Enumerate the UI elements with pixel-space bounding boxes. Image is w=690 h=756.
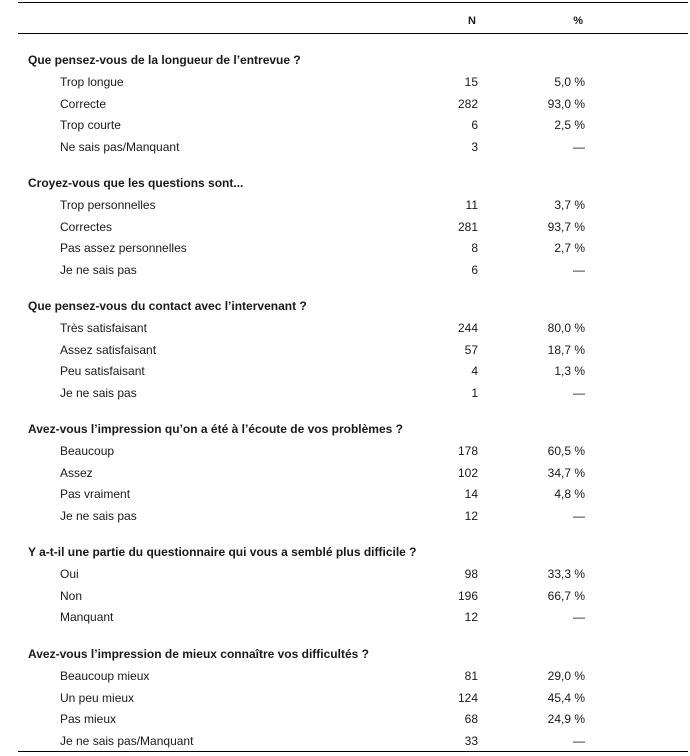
answer-percent: 45,4 % bbox=[547, 690, 585, 705]
table-row bbox=[0, 261, 690, 279]
answer-percent: — bbox=[573, 610, 585, 624]
table-row bbox=[0, 362, 690, 380]
answer-label: Assez bbox=[60, 465, 93, 480]
answer-percent: 1,3 % bbox=[554, 364, 585, 378]
table-row bbox=[0, 732, 690, 750]
table-row bbox=[0, 239, 690, 257]
answer-percent: 80,0 % bbox=[547, 321, 585, 335]
answer-percent: 2,5 % bbox=[554, 118, 585, 132]
top-rule bbox=[18, 2, 688, 3]
answer-label: Je ne sais pas bbox=[60, 262, 137, 277]
answer-count: 6 bbox=[471, 262, 478, 277]
answer-label: Trop longue bbox=[60, 75, 124, 89]
answer-percent: 93,7 % bbox=[547, 219, 585, 234]
answer-label: Je ne sais pas bbox=[60, 508, 137, 523]
answer-label: Manquant bbox=[60, 610, 114, 624]
answer-count: 12 bbox=[464, 508, 478, 523]
answer-label: Peu satisfaisant bbox=[60, 364, 145, 378]
answer-count: 15 bbox=[464, 75, 478, 89]
table-row bbox=[0, 95, 690, 113]
answer-percent: 29,0 % bbox=[547, 669, 585, 683]
answer-label: Trop courte bbox=[60, 118, 121, 132]
answer-count: 124 bbox=[457, 690, 478, 705]
table-row bbox=[0, 485, 690, 503]
table-header bbox=[0, 12, 690, 30]
answer-label: Beaucoup mieux bbox=[60, 669, 150, 683]
answer-percent: 24,9 % bbox=[547, 712, 585, 726]
answer-percent: 5,0 % bbox=[554, 75, 585, 89]
answer-label: Très satisfaisant bbox=[60, 321, 147, 335]
answer-label: Non bbox=[60, 588, 83, 603]
answer-percent: 4,8 % bbox=[554, 487, 585, 501]
answer-label: Oui bbox=[60, 567, 79, 581]
answer-label: Pas assez personnelles bbox=[60, 241, 187, 255]
table-row bbox=[0, 138, 690, 156]
table-row bbox=[0, 73, 690, 91]
question-text: Que pensez-vous du contact avec l’intervenant ? bbox=[28, 299, 307, 313]
answer-count: 281 bbox=[457, 219, 478, 234]
table-row bbox=[0, 341, 690, 359]
answer-count: 178 bbox=[457, 444, 478, 458]
section-question bbox=[0, 174, 690, 192]
answer-count: 57 bbox=[464, 342, 478, 357]
answer-label: Assez satisfaisant bbox=[60, 342, 157, 357]
table-row bbox=[0, 319, 690, 337]
header-rule bbox=[18, 33, 688, 34]
answer-count: 14 bbox=[464, 487, 478, 501]
table-row bbox=[0, 464, 690, 482]
answer-count: 3 bbox=[471, 139, 478, 154]
section-question bbox=[0, 420, 690, 438]
answer-percent: — bbox=[573, 733, 585, 748]
section-question bbox=[0, 51, 690, 69]
answer-percent: 2,7 % bbox=[554, 241, 585, 255]
answer-count: 68 bbox=[464, 712, 478, 726]
answer-count: 8 bbox=[471, 241, 478, 255]
answer-percent: 66,7 % bbox=[547, 588, 585, 603]
answer-count: 81 bbox=[464, 669, 478, 683]
answer-count: 196 bbox=[457, 588, 478, 603]
answer-percent: — bbox=[573, 139, 585, 154]
table-row bbox=[0, 196, 690, 214]
answer-label: Un peu mieux bbox=[60, 690, 135, 705]
answer-count: 98 bbox=[464, 567, 478, 581]
table-row bbox=[0, 218, 690, 236]
table-row bbox=[0, 587, 690, 605]
answer-count: 11 bbox=[465, 198, 478, 212]
question-text: Croyez-vous que les questions sont... bbox=[28, 176, 244, 190]
answer-percent: 33,3 % bbox=[547, 567, 585, 581]
answer-percent: 18,7 % bbox=[547, 342, 585, 357]
table-row bbox=[0, 689, 690, 707]
answer-percent: 34,7 % bbox=[547, 465, 585, 480]
answer-label: Je ne sais pas/Manquant bbox=[60, 733, 194, 748]
bottom-rule bbox=[18, 751, 688, 752]
answer-label: Correctes bbox=[60, 219, 113, 234]
answer-percent: — bbox=[573, 385, 585, 400]
answer-percent: — bbox=[573, 262, 585, 277]
answer-label: Pas vraiment bbox=[60, 487, 131, 501]
answer-label: Correcte bbox=[60, 96, 107, 111]
question-text: Avez-vous l’impression de mieux connaître vos difficultés ? bbox=[28, 647, 369, 661]
table-row bbox=[0, 710, 690, 728]
answer-label: Beaucoup bbox=[60, 444, 115, 458]
answer-count: 6 bbox=[471, 118, 478, 132]
answer-label: Ne sais pas/Manquant bbox=[60, 139, 180, 154]
answer-count: 102 bbox=[457, 465, 478, 480]
table-row bbox=[0, 116, 690, 134]
answer-percent: — bbox=[573, 508, 585, 523]
answer-count: 33 bbox=[464, 733, 478, 748]
column-header-n: N bbox=[468, 15, 476, 27]
question-text: Que pensez-vous de la longueur de l’entrevue ? bbox=[28, 53, 301, 67]
section-question bbox=[0, 297, 690, 315]
answer-count: 4 bbox=[471, 364, 478, 378]
answer-count: 244 bbox=[457, 321, 478, 335]
table-row bbox=[0, 667, 690, 685]
answer-label: Je ne sais pas bbox=[60, 385, 137, 400]
answer-label: Trop personnelles bbox=[60, 198, 156, 212]
answer-percent: 93,0 % bbox=[547, 96, 585, 111]
answer-count: 1 bbox=[471, 385, 478, 400]
column-header-percent: % bbox=[573, 15, 583, 27]
table-row bbox=[0, 507, 690, 525]
question-text: Y a-t-il une partie du questionnaire qui vous a semblé plus difficile ? bbox=[28, 545, 417, 559]
table-row bbox=[0, 384, 690, 402]
answer-percent: 3,7 % bbox=[554, 198, 585, 212]
table-row bbox=[0, 565, 690, 583]
answer-label: Pas mieux bbox=[60, 712, 117, 726]
answer-count: 282 bbox=[457, 96, 478, 111]
answer-percent: 60,5 % bbox=[547, 444, 585, 458]
table-row bbox=[0, 442, 690, 460]
question-text: Avez-vous l’impression qu’on a été à l’écoute de vos problèmes ? bbox=[28, 422, 403, 436]
answer-count: 12 bbox=[464, 610, 478, 624]
section-question bbox=[0, 543, 690, 561]
table-row bbox=[0, 608, 690, 626]
section-question bbox=[0, 645, 690, 663]
